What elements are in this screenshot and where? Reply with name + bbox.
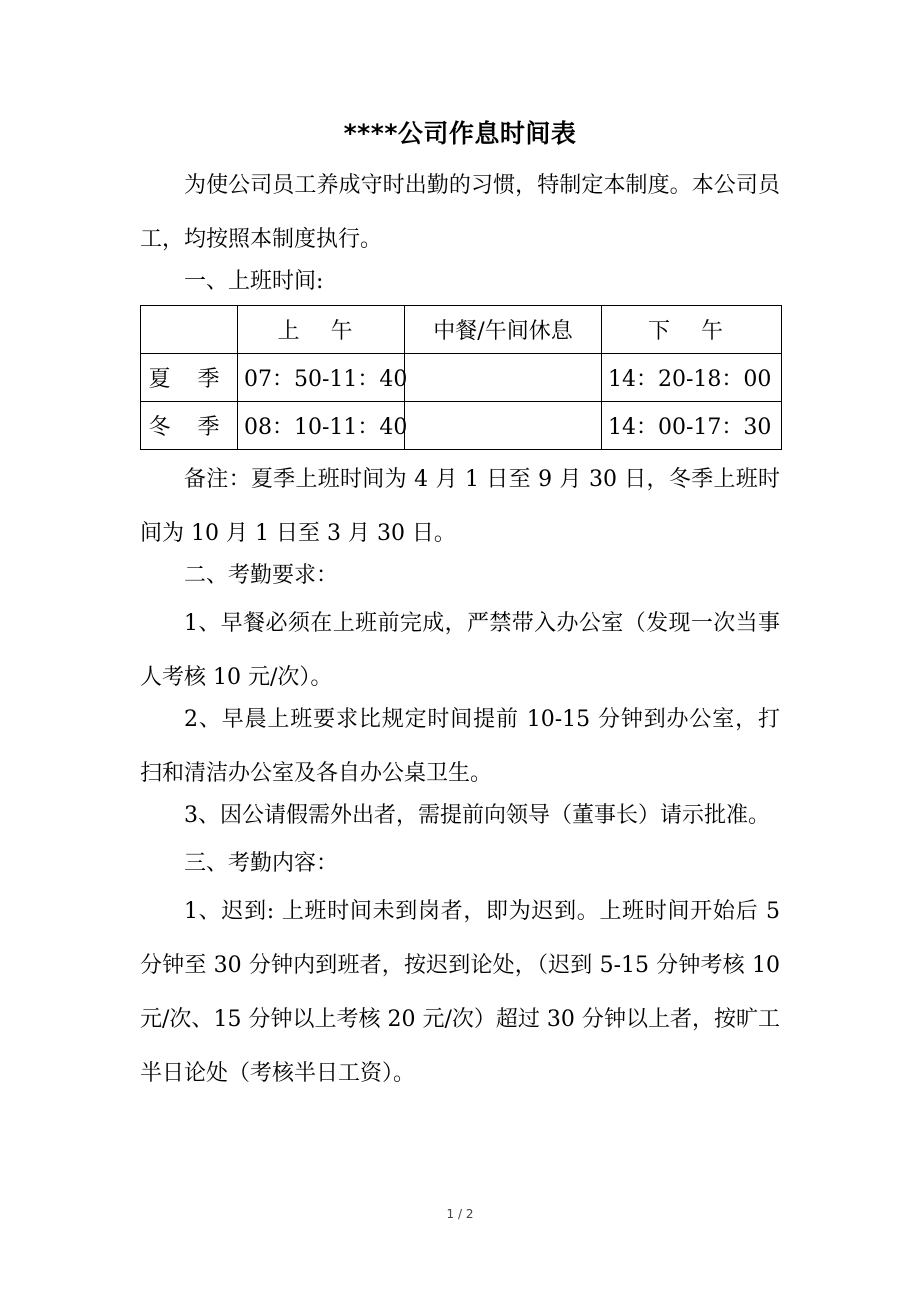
lunch-time-cell <box>405 402 602 450</box>
table-header-cell: 下 午 <box>602 306 782 354</box>
table-row <box>141 354 782 402</box>
requirement-item: 1、早餐必须在上班前完成，严禁带入办公室（发现一次当事人考核 10 元/次）。 <box>140 611 780 690</box>
attendance-rule-item: 1、迟到: 上班时间未到岗者，即为迟到。上班时间开始后 5 分钟至 30 分钟内到班者，按迟到论处，（迟到 5-15 分钟考核 10 元/次、15 分钟以上考核 20 元/次）超过 30 分钟以上者，按旷工半日论处（考核半日工资）。 <box>140 899 780 1086</box>
table-header-cell: 中餐/午间休息 <box>405 306 602 354</box>
afternoon-time-cell: 14：20-18：00 <box>602 354 782 402</box>
table-row <box>141 402 782 450</box>
document-title: ****公司作息时间表 <box>343 119 577 148</box>
season-note-paragraph: 备注：夏季上班时间为 4 月 1 日至 9 月 30 日，冬季上班时间为 10 月 1 日至 3 月 30 日。 <box>140 467 780 546</box>
afternoon-time-cell: 14：00-17：30 <box>602 402 782 450</box>
section-heading-attendance-requirements: 二、考勤要求： <box>184 563 339 588</box>
section-heading-attendance-content: 三、考勤内容： <box>184 851 339 876</box>
requirement-item: 2、早晨上班要求比规定时间提前 10-15 分钟到办公室，打扫和清洁办公室及各自办公桌卫生。 <box>140 707 780 786</box>
table-header-row <box>141 306 782 354</box>
requirement-item: 3、因公请假需外出者，需提前向领导（董事长）请示批准。 <box>184 803 770 828</box>
table-header-cell <box>141 306 238 354</box>
schedule-table <box>140 305 782 450</box>
season-cell: 冬 季 <box>141 402 238 450</box>
morning-time-cell: 07：50-11：40 <box>238 354 405 402</box>
lunch-time-cell <box>405 354 602 402</box>
page-number: 1 / 2 <box>446 1207 474 1221</box>
section-heading-work-hours: 一、上班时间: <box>184 269 324 294</box>
table-header-cell: 上 午 <box>238 306 405 354</box>
morning-time-cell: 08：10-11：40 <box>238 402 405 450</box>
intro-paragraph: 为使公司员工养成守时出勤的习惯，特制定本制度。本公司员工，均按照本制度执行。 <box>140 173 780 252</box>
season-cell: 夏 季 <box>141 354 238 402</box>
